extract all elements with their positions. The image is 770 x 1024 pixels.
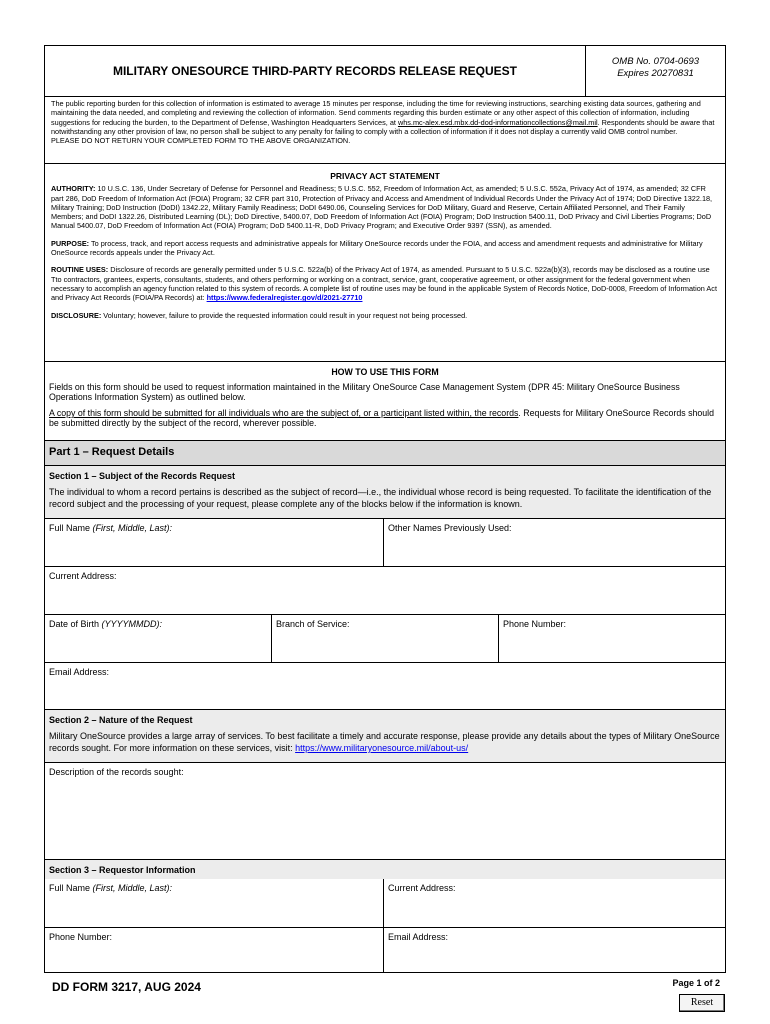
requestor-contact-row bbox=[45, 927, 725, 972]
routine-uses-paragraph bbox=[51, 265, 719, 302]
dob-label: Date of Birth bbox=[49, 619, 102, 629]
subject-address-label: Current Address: bbox=[49, 571, 117, 581]
records-description-label: Description of the records sought: bbox=[49, 767, 184, 777]
section-2-block bbox=[45, 709, 725, 762]
requestor-name-hint: (First, Middle, Last): bbox=[92, 883, 173, 893]
other-names-label: Other Names Previously Used: bbox=[388, 523, 512, 533]
section-3-heading: Section 3 – Requestor Information bbox=[45, 859, 725, 879]
form-number: DD FORM 3217, AUG 2024 bbox=[52, 980, 201, 994]
privacy-act-statement bbox=[45, 163, 725, 361]
requestor-email-field[interactable] bbox=[383, 928, 725, 972]
authority-text: 10 U.S.C. 136, Under Secretary of Defense for Personnel and Readiness; 5 U.S.C. 552, Freedom of Information Act, as amended; 5 U.S.C. 552a, Privacy Act of 1974, as amended; 32 CFR part 286, DoD Freedom of Information Act (FOIA) Program; 32 CFR part 310, Protection of Privacy and Access and Amendment of Individual Records Under the Privacy Act of 1974; DoD Directive 1322.18, Military Training; DoD Instruction (DoDI) 1342.22, Military Family Readiness; DoDI 6490.06, Counseling Services for DoD Military, Guard and Reserve, Certain Affiliated Personnel, and Their Family Members; and DoDI 1322.26, Distributed Learning (DL); DoD Directive, 5400.07, DoD Freedom of Information Act (FOIA) Program; DoD Instruction 5400.11, DoD Privacy and Civil Liberties Programs; DoD Manual 5400.07, DoD Freedom of Information Act (FOIA) Program; DoD 5400.11-R, DoD Privacy Program; and Executive Order 9397 (SSN), as amended. bbox=[51, 184, 713, 231]
requestor-name-label: Full Name bbox=[49, 883, 93, 893]
how-to-use-section bbox=[45, 361, 725, 440]
form-header bbox=[45, 46, 725, 96]
how-to-rest: . Requests for Military OneSource Records should be submitted directly by the subject of the record, wherever possible. bbox=[49, 408, 714, 428]
dob-field[interactable] bbox=[45, 615, 271, 662]
privacy-heading: PRIVACY ACT STATEMENT bbox=[330, 171, 440, 181]
dob-hint: (YYYYMMDD): bbox=[101, 619, 163, 629]
authority-paragraph bbox=[51, 184, 719, 230]
reset-button[interactable]: Reset bbox=[679, 994, 725, 1012]
subject-email-field[interactable] bbox=[45, 662, 725, 709]
subject-phone-label: Phone Number: bbox=[503, 619, 567, 629]
subject-address-field[interactable] bbox=[45, 566, 725, 614]
routine-uses-text: Disclosure of records are generally permitted under 5 U.S.C. 522a(b) of the Privacy Act of 1974, as amended. Pursuant to 5 U.S.C. 522a(b)(3), records may be disclosed as a routine use Tto contractors, grantees, experts, consultants, students, and others performing or working on a contract, service, grant, cooperative agreement, or other assignment for the federal government when necessary to accomplish an agency function related to this system of records. A complete list of routine uses may be found in the applicable System of Records Notice, DoD-0008, Freedom of Information Act and Privacy Act Records (FOIA/PA Records) at: bbox=[51, 265, 717, 303]
omb-number: OMB No. 0704-0693 bbox=[611, 56, 700, 67]
other-names-field[interactable] bbox=[383, 519, 725, 566]
subject-full-name-label: Full Name bbox=[49, 523, 93, 533]
section-2-text bbox=[45, 727, 725, 754]
branch-label: Branch of Service: bbox=[276, 619, 350, 629]
part-1-heading: Part 1 – Request Details bbox=[45, 440, 725, 465]
subject-phone-field[interactable] bbox=[498, 615, 725, 662]
requestor-address-label: Current Address: bbox=[388, 883, 456, 893]
page-number: Page 1 of 2 bbox=[672, 978, 720, 988]
section-1-heading: Section 1 – Subject of the Records Request bbox=[49, 471, 236, 481]
requestor-email-label: Email Address: bbox=[388, 932, 449, 942]
requestor-name-row bbox=[45, 879, 725, 927]
purpose-text: To process, track, and report access requests and administrative appeals for Military OneSource records under the FOIA, and access and amendment requests and administrative for Military OneSource records appeals under the Privacy Act. bbox=[51, 238, 703, 258]
requestor-full-name-field[interactable] bbox=[45, 879, 383, 927]
section-1-block bbox=[45, 465, 725, 518]
subject-dob-row bbox=[45, 614, 725, 662]
records-description-field[interactable] bbox=[45, 762, 725, 859]
section-1-text: The individual to whom a record pertains is described as the subject of record—i.e., the individual whose record is being requested. To facilitate the identification of the record subject and the processing of your request, please complete any of the blocks below if the information is known. bbox=[49, 487, 712, 509]
how-to-paragraph-2 bbox=[49, 408, 721, 428]
form-title: MILITARY ONESOURCE THIRD-PARTY RECORDS RELEASE REQUEST bbox=[112, 64, 518, 78]
section-2-heading: Section 2 – Nature of the Request bbox=[49, 715, 193, 725]
burden-statement bbox=[45, 96, 725, 163]
subject-full-name-hint: (First, Middle, Last): bbox=[92, 523, 173, 533]
requestor-address-field[interactable] bbox=[383, 879, 725, 927]
federal-register-link[interactable]: https://www.federalregister.gov/d/2021-27710 bbox=[206, 293, 363, 303]
omb-expiration: Expires 20270831 bbox=[617, 68, 694, 79]
section-2-body: Military OneSource provides a large array of services. To best facilitate a timely and accurate response, please provide any details about the types of Military OneSource records sought. For more information on these services, visit: bbox=[49, 731, 720, 753]
branch-of-service-field[interactable] bbox=[271, 615, 498, 662]
purpose-label: PURPOSE: bbox=[51, 238, 90, 248]
subject-full-name-field[interactable] bbox=[45, 519, 383, 566]
subject-email-label: Email Address: bbox=[49, 667, 110, 677]
disclosure-text: Voluntary; however, failure to provide the requested information could result in your request not being processed. bbox=[101, 310, 468, 320]
how-to-underlined: A copy of this form should be submitted for all individuals who are the subject of, or a participant listed within, the records bbox=[49, 408, 519, 418]
requestor-phone-field[interactable] bbox=[45, 928, 383, 972]
routine-uses-label: ROUTINE USES: bbox=[51, 265, 109, 275]
burden-text: The public reporting burden for this collection of information is estimated to average 15 minutes per response, including the time for reviewing instructions, searching existing data sources, gathering and maintaining the data needed, and completing and reviewing the collection of information. Send comments regarding this burden estimate or any other aspect of this collection of information, including suggestions for reducing the burden, to the Department of Defense, Washington Headquarters Services, at bbox=[51, 99, 701, 127]
disclosure-label: DISCLOSURE: bbox=[51, 310, 102, 320]
subject-name-row bbox=[45, 518, 725, 566]
authority-label: AUTHORITY: bbox=[51, 184, 96, 194]
form-page bbox=[44, 45, 726, 973]
burden-text-2: . Respondents should be aware that notwithstanding any other provision of law, no person shall be subject to any penalty for failing to comply with a collection of information if it does not display a currently valid OMB control number. bbox=[51, 117, 715, 136]
how-to-paragraph-1: Fields on this form should be used to request information maintained in the Military OneSource Case Management System (DPR 45: Military OneSource Business Operations Information System) as outlined below. bbox=[49, 382, 680, 402]
burden-do-not-return: PLEASE DO NOT RETURN YOUR COMPLETED FORM TO THE ABOVE ORGANIZATION. bbox=[51, 136, 351, 146]
how-to-heading: HOW TO USE THIS FORM bbox=[331, 367, 439, 377]
military-onesource-link[interactable]: https://www.militaryonesource.mil/about-us/ bbox=[295, 743, 469, 753]
purpose-paragraph bbox=[51, 239, 719, 258]
disclosure-paragraph bbox=[51, 311, 719, 320]
burden-email-link[interactable]: whs.mc-alex.esd.mbx.dd-dod-informationcollections@mail.mil bbox=[397, 117, 598, 127]
omb-block bbox=[585, 46, 725, 96]
requestor-phone-label: Phone Number: bbox=[49, 932, 113, 942]
